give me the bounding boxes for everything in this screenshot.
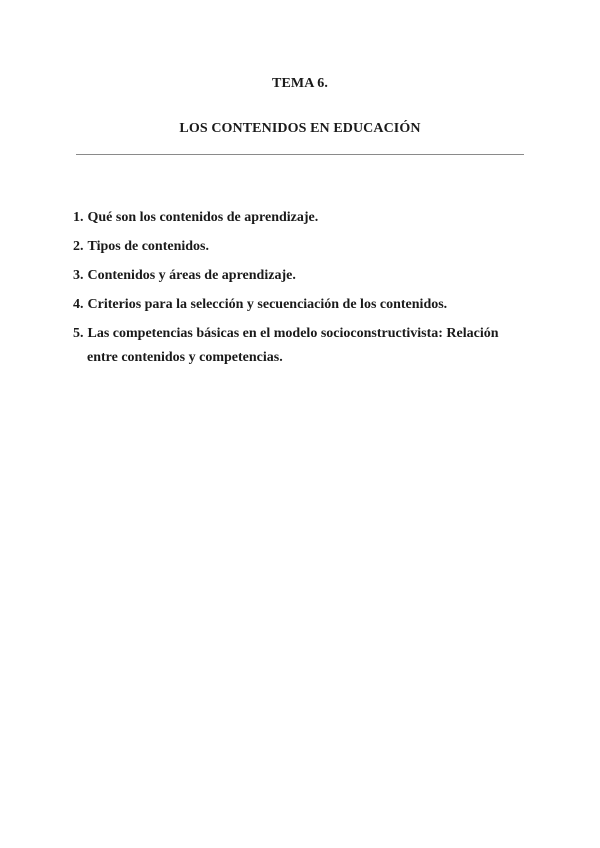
toc-item-number: 5.	[73, 326, 84, 341]
toc-item-continuation: entre contenidos y competencias.	[87, 350, 283, 365]
table-of-contents	[73, 209, 533, 372]
toc-item	[73, 238, 533, 267]
toc-item-text: Qué son los contenidos de aprendizaje.	[87, 210, 319, 225]
toc-item-number: 2.	[73, 239, 84, 254]
toc-item-number: 4.	[73, 297, 84, 312]
chapter-heading: TEMA 6.	[272, 76, 328, 91]
toc-item-text: Las competencias básicas en el modelo socioconstructivista: Relación	[87, 326, 499, 341]
horizontal-divider	[76, 154, 524, 155]
toc-item	[73, 319, 533, 372]
toc-item-text: Tipos de contenidos.	[87, 239, 209, 254]
toc-item-text: Contenidos y áreas de aprendizaje.	[87, 268, 296, 283]
chapter-title: LOS CONTENIDOS EN EDUCACIÓN	[179, 121, 421, 136]
toc-item	[73, 209, 533, 238]
toc-item-number: 1.	[73, 210, 84, 225]
toc-item	[73, 267, 533, 296]
toc-item-number: 3.	[73, 268, 84, 283]
toc-item-text: Criterios para la selección y secuenciación de los contenidos.	[87, 297, 448, 312]
